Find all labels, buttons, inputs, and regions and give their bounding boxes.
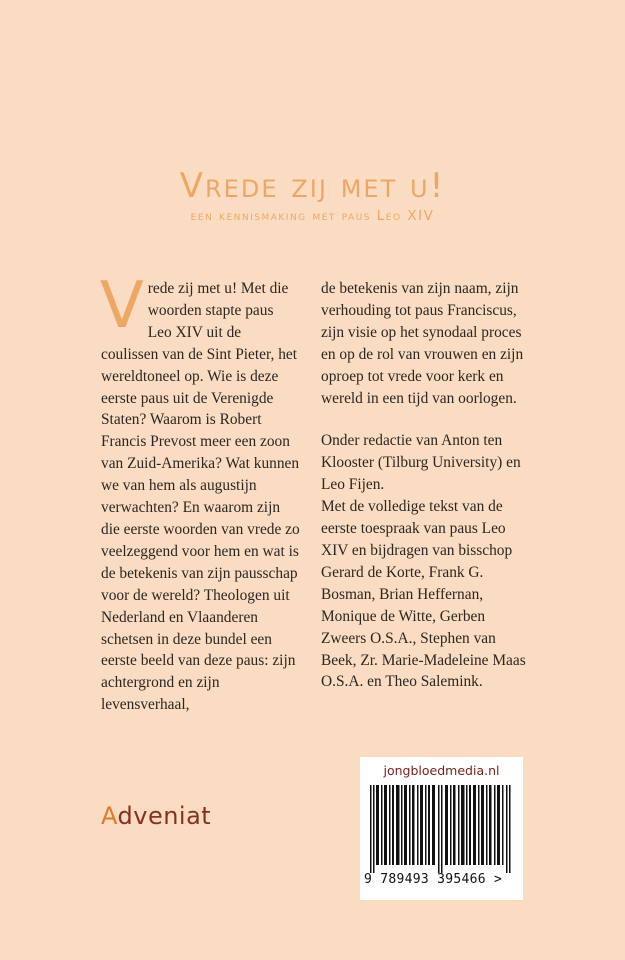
- drop-cap: V: [100, 269, 144, 343]
- publisher-logo-initial: A: [101, 802, 118, 830]
- book-title: Vrede zij met u!: [179, 166, 446, 206]
- book-subtitle: een kennismaking met paus Leo XIV: [190, 208, 435, 224]
- publisher-logo-text: dveniat: [117, 802, 212, 830]
- blurb-right-column: [321, 278, 526, 693]
- blurb-left-column: [100, 269, 301, 716]
- blurb-left-text: rede zij met u! Met die woorden stapte paus Leo XIV uit de coulissen van de Sint Pieter, het wereldtoneel op. Wie is deze eerste paus uit de Verenigde Staten? Waarom is Robert Francis Prevost meer een zoon van Zuid-Amerika? Wat kunnen we van hem als augustijn verwachten? En waarom zijn die eerste woorden van vrede zo veelzeggend voor hem en wat is de betekenis van zijn pausschap voor de wereld? Theologen uit Nederland en Vlaanderen schetsen in deze bundel een eerste beeld van deze paus: zijn achtergrond en zijn levensverhaal,: [101, 280, 300, 714]
- contributors-credit: Met de volledige tekst van de eerste toespraak van paus Leo XIV en bijdragen van bisschop Gerard de Korte, Frank G. Bosman, Brian Heffernan, Monique de Witte, Gerben Zweers O.S.A., Stephen van Beek, Zr. Marie-Madeleine Maas O.S.A. en Theo Salemink.: [321, 498, 526, 691]
- blurb-continuation: de betekenis van zijn naam, zijn verhouding tot paus Franciscus, zijn visie op het synodaal proces en op de rol van vrouwen en zijn oproep tot vrede voor kerk en wereld in een tijd van oorlogen.: [321, 280, 524, 407]
- isbn-number: 9 789493 395466 >: [364, 872, 503, 887]
- barcode-panel: [360, 757, 523, 900]
- barcode-icon: [368, 785, 516, 873]
- editors-credit: Onder redactie van Anton ten Klooster (Tilburg University) en Leo Fijen.: [321, 432, 521, 494]
- publisher-url: jongbloedmedia.nl: [383, 763, 500, 778]
- publisher-logo: [101, 802, 211, 830]
